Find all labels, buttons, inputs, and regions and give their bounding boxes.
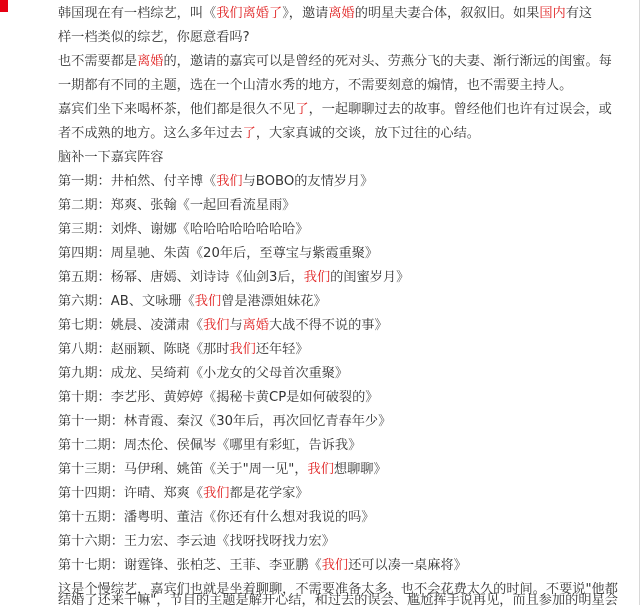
text-run: 想聊聊》 — [333, 462, 387, 477]
episode-line — [58, 434, 628, 458]
text-run: 与 — [229, 318, 243, 333]
highlight-text: 离婚 — [137, 54, 164, 69]
text-run: 有这 — [565, 6, 593, 21]
episode-line — [58, 338, 628, 362]
episode-line — [58, 554, 628, 578]
text-run: 样一档类似的综艺，你愿意看吗? — [58, 30, 250, 45]
paragraph-line — [58, 74, 628, 98]
episode-line — [58, 266, 628, 290]
text-run: 第十三期：马伊琍、姚笛《关于"周一见"， — [58, 462, 308, 477]
text-run: 第十七期：谢霆锋、张柏芝、王菲、李亚鹏《 — [58, 558, 322, 573]
text-run: 第八期：赵丽颖、陈晓《那时 — [58, 342, 230, 357]
episode-line — [58, 314, 628, 338]
cutoff-line: 结婚了还来干嘛"，节目的主题是解开心结，和过去的误会、尴尬挥手说再见，而且参加的明星会 — [58, 593, 618, 608]
text-run: 第一期：井柏然、付辛博《 — [58, 174, 217, 189]
text-run: 大战不得不说的事》 — [269, 318, 388, 333]
episode-line — [58, 530, 628, 554]
text-run: 第五期：杨幂、唐嫣、刘诗诗《仙剑3后， — [58, 270, 304, 285]
highlight-text: 国内 — [539, 6, 566, 21]
highlight-text: 我们 — [303, 270, 331, 285]
text-run: 还可以凑一桌麻将》 — [348, 558, 467, 573]
text-run: 》，邀请 — [282, 6, 329, 21]
highlight-text: 我们离婚了 — [216, 6, 283, 21]
text-run: 第十二期：周杰伦、侯佩岑《哪里有彩虹，告诉我》 — [58, 438, 362, 453]
episode-line — [58, 218, 628, 242]
episode-line — [58, 242, 628, 266]
text-run: 的，邀请的嘉宾可以是曾经的死对头、劳燕分飞的夫妻、渐行渐远的闺蜜。每 — [163, 54, 612, 69]
text-run: 韩国现在有一档综艺，叫《 — [58, 6, 217, 21]
episode-line — [58, 194, 628, 218]
episode-line — [58, 482, 628, 506]
episode-line — [58, 362, 628, 386]
highlight-text: 我们 — [216, 174, 243, 189]
text-run: 都是花学家》 — [229, 486, 309, 501]
episode-line — [58, 506, 628, 530]
highlight-text: 我们 — [229, 342, 256, 357]
episode-line — [58, 290, 628, 314]
text-run: 者不成熟的地方。这么多年过去 — [58, 126, 243, 141]
text-run: 第十六期：王力宏、李云迪《找呀找呀找力宏》 — [58, 534, 335, 549]
text-run: 与BOBO的友情岁月》 — [242, 174, 374, 189]
highlight-text: 我们 — [307, 462, 334, 477]
paragraph-line — [58, 50, 628, 74]
highlight-text: 了 — [295, 102, 309, 117]
red-corner-mark — [0, 0, 8, 12]
highlight-text: 离婚 — [328, 6, 355, 21]
text-run: 的闺蜜岁月》 — [330, 270, 410, 285]
episode-line — [58, 170, 628, 194]
highlight-text: 我们 — [321, 558, 349, 573]
text-run: 第十期：李艺彤、黄婷婷《揭秘卡黄CP是如何破裂的》 — [58, 390, 379, 405]
text-run: 也不需要都是 — [58, 54, 138, 69]
text-run: ，大家真诚的交谈，放下过往的心结。 — [255, 126, 480, 141]
text-run: 第三期：刘烨、谢娜《哈哈哈哈哈哈哈哈》 — [58, 222, 309, 237]
article-body — [58, 2, 628, 602]
paragraph-line — [58, 2, 628, 26]
text-run: 脑补一下嘉宾阵容 — [58, 150, 164, 165]
text-run: 第七期：姚晨、凌潇肃《 — [58, 318, 204, 333]
highlight-text: 了 — [242, 126, 256, 141]
text-run: ，一起聊聊过去的故事。曾经他们也许有过误会，或 — [308, 102, 612, 117]
paragraph-line — [58, 26, 628, 50]
text-run: 第四期：周星驰、朱茵《20年后，至尊宝与紫霞重聚》 — [58, 246, 379, 261]
paragraph-line — [58, 122, 628, 146]
highlight-text: 我们 — [203, 318, 230, 333]
episode-line — [58, 386, 628, 410]
episode-line — [58, 458, 628, 482]
highlight-text: 我们 — [203, 486, 230, 501]
text-run: 曾是港漂姐妹花》 — [221, 294, 327, 309]
text-run: 第二期：郑爽、张翰《一起回看流星雨》 — [58, 198, 296, 213]
text-run: 这是个慢综艺，嘉宾们也就是坐着聊聊，不需要准备太多，也不会花费太久的时间。不要说"他都 — [58, 582, 618, 597]
text-run: 第十五期：潘粤明、董洁《你还有什么想对我说的吗》 — [58, 510, 375, 525]
text-run: 第六期：AB、文咏珊《 — [58, 294, 195, 309]
text-run: 嘉宾们坐下来喝杯茶，他们都是很久不见 — [58, 102, 296, 117]
episode-line — [58, 410, 628, 434]
text-run: 的明星夫妻合体，叙叙旧。如果 — [354, 6, 540, 21]
text-run: 第十一期：林青霞、秦汉《30年后，再次回忆青春年少》 — [58, 414, 392, 429]
text-run: 还年轻》 — [255, 342, 309, 357]
text-run: 第十四期：许晴、郑爽《 — [58, 486, 204, 501]
text-run: 第九期：成龙、吴绮莉《小龙女的父母首次重聚》 — [58, 366, 349, 381]
highlight-text: 离婚 — [242, 318, 269, 333]
text-run: 一期都有不同的主题，选在一个山清水秀的地方，不需要刻意的煽情，也不需要主持人。 — [58, 78, 573, 93]
paragraph-line — [58, 146, 628, 170]
highlight-text: 我们 — [194, 294, 222, 309]
paragraph-line — [58, 98, 628, 122]
